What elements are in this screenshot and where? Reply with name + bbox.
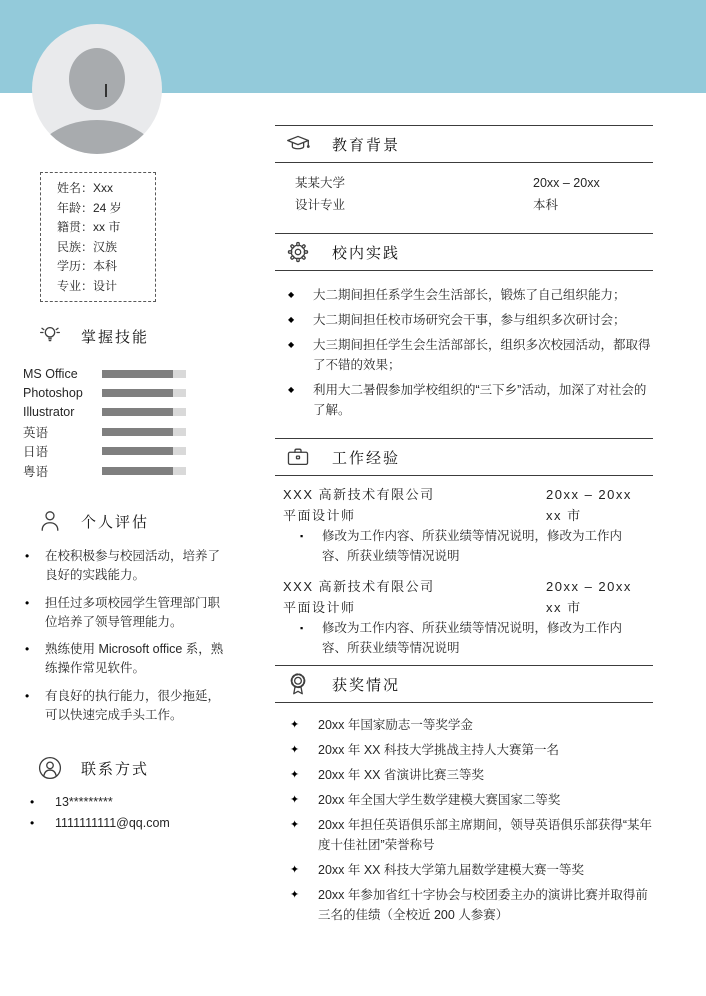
list-item: • 在校积极参与校园活动，培养了良好的实践能力。 — [0, 547, 240, 585]
skill-label: 粤语 — [23, 464, 49, 479]
skill-row — [0, 422, 240, 441]
bullet-dot-icon: • — [30, 816, 35, 830]
bullet-star-icon: ✦ — [290, 819, 300, 831]
work-detail: ▪ 修改为工作内容、所获业绩等情况说明，修改为工作内容、所获业绩等情况说明 — [300, 527, 653, 566]
text-cursor — [105, 84, 107, 97]
skill-bar — [102, 370, 186, 378]
work-entry — [283, 576, 653, 658]
skill-bar-fill — [102, 370, 173, 378]
info-degree: 学历：本科 — [57, 259, 118, 274]
degree-name: 本科 — [533, 198, 559, 212]
bullet-diamond-icon: ◆ — [288, 315, 295, 324]
skill-row — [0, 461, 240, 480]
school-name: 某某大学 — [295, 176, 346, 190]
work-header — [275, 438, 653, 476]
contact-section — [0, 755, 240, 837]
bullet-square-icon: ▪ — [300, 531, 304, 541]
info-name: 姓名：Xxx — [57, 181, 114, 195]
bullet-diamond-icon: ◆ — [288, 290, 295, 299]
bullet-star-icon: ✦ — [290, 794, 300, 806]
phone-item — [0, 795, 240, 810]
bullet-diamond-icon: ◆ — [288, 385, 295, 394]
work-entry-row — [283, 484, 653, 505]
contact-header — [0, 755, 240, 781]
bullet-star-icon: ✦ — [290, 864, 300, 876]
job-title: 平面设计师 — [283, 600, 356, 615]
list-item: ◆ 利用大二暑假参加学校组织的“三下乡”活动，加深了对社会的了解。 — [288, 380, 653, 420]
bullet-star-icon: ✦ — [290, 769, 300, 781]
list-item: • 熟练使用 Microsoft office 系，熟练操作常见软件。 — [0, 640, 240, 678]
skill-bar — [102, 408, 186, 416]
info-age: 年龄：24 岁 — [57, 200, 122, 215]
practice-header — [275, 233, 653, 271]
skill-bar — [102, 447, 186, 455]
skill-row — [0, 403, 240, 422]
job-title: 平面设计师 — [283, 508, 356, 523]
education-header — [275, 125, 653, 163]
info-ethnicity: 民族：汉族 — [57, 239, 118, 254]
work-entry-row — [283, 597, 653, 618]
email-item — [0, 816, 240, 831]
skills-header — [0, 323, 240, 349]
skill-bar-fill — [102, 428, 173, 436]
bullet-dot-icon: • — [25, 688, 30, 703]
award-rosette-icon — [285, 671, 311, 697]
education-row — [295, 194, 653, 216]
lightbulb-icon — [37, 323, 63, 349]
skills-title: 掌握技能 — [81, 328, 150, 346]
awards-title: 获奖情况 — [332, 676, 401, 694]
work-title: 工作经验 — [332, 449, 401, 467]
skill-bar-fill — [102, 447, 173, 455]
skill-label: 日语 — [23, 445, 49, 460]
bullet-star-icon: ✦ — [290, 719, 300, 731]
company-name: XXX 高新技术有限公司 — [283, 487, 435, 502]
list-item: ✦ 20xx 年 XX 科技大学挑战主持人大赛第一名 — [290, 740, 653, 760]
bullet-square-icon: ▪ — [300, 623, 304, 633]
info-hometown: 籍贯：xx 市 — [57, 220, 121, 235]
list-item: • 担任过多项校园学生管理部门职位培养了领导管理能力。 — [0, 594, 240, 632]
list-item: ✦ 20xx 年参加省红十字协会与校团委主办的演讲比赛并取得前三名的佳绩（全校近 200 人参赛） — [290, 885, 653, 925]
evaluation-list — [0, 547, 240, 725]
avatar-head — [69, 48, 125, 110]
list-item: ✦ 20xx 年 XX 省演讲比赛三等奖 — [290, 765, 653, 785]
work-entry-row — [283, 576, 653, 597]
avatar-torso — [32, 120, 162, 154]
list-item: ◆ 大二期间担任系学生会生活部长，锻炼了自己组织能力； — [288, 285, 653, 305]
bullet-star-icon: ✦ — [290, 889, 300, 901]
person-icon — [37, 508, 63, 534]
education-title: 教育背景 — [332, 136, 401, 154]
evaluation-title: 个人评估 — [81, 513, 150, 531]
work-entry-row — [283, 505, 653, 526]
skill-label: 英语 — [23, 425, 49, 440]
contact-title: 联系方式 — [81, 760, 150, 778]
email-address: 1111111111@qq.com — [55, 816, 170, 830]
awards-header — [275, 665, 653, 703]
practice-content — [275, 271, 653, 438]
graduation-cap-icon — [285, 131, 311, 157]
bullet-dot-icon: • — [25, 642, 30, 656]
skills-list — [0, 364, 240, 480]
skill-bar — [102, 428, 186, 436]
work-city: xx 市 — [546, 508, 582, 523]
skill-bar-fill — [102, 408, 173, 416]
company-name: XXX 高新技术有限公司 — [283, 579, 435, 594]
list-item: ✦ 20xx 年国家励志一等奖学金 — [290, 715, 653, 735]
skill-bar — [102, 389, 186, 397]
list-item: ◆ 大二期间担任校市场研究会干事，参与组织多次研讨会； — [288, 310, 653, 330]
main-column — [275, 125, 653, 930]
skill-bar-fill — [102, 389, 173, 397]
info-major: 专业：设计 — [57, 278, 118, 293]
list-item: ✦ 20xx 年 XX 科技大学第九届数学建模大赛一等奖 — [290, 860, 653, 880]
briefcase-icon — [285, 444, 311, 470]
work-city: xx 市 — [546, 600, 582, 615]
major-name: 设计专业 — [295, 198, 346, 212]
phone-number: 13********* — [55, 795, 113, 809]
bullet-star-icon: ✦ — [290, 744, 300, 756]
evaluation-section — [0, 508, 240, 733]
contact-list — [0, 795, 240, 831]
work-detail: ▪ 修改为工作内容、所获业绩等情况说明，修改为工作内容、所获业绩等情况说明 — [300, 619, 653, 658]
skill-bar — [102, 467, 186, 475]
bullet-dot-icon: • — [25, 549, 30, 563]
skill-row — [0, 442, 240, 461]
work-content — [275, 476, 653, 665]
list-item: • 有良好的执行能力，很少拖延，可以快速完成手头工作。 — [0, 687, 240, 725]
person-circle-icon — [37, 755, 63, 781]
bullet-diamond-icon: ◆ — [288, 340, 295, 349]
awards-content — [275, 703, 653, 925]
list-item: ◆ 大三期间担任学生会生活部部长，组织多次校园活动，都取得了不错的效果； — [288, 335, 653, 375]
list-item: ✦ 20xx 年担任英语俱乐部主席期间，领导英语俱乐部获得“某年度十佳社团”荣誉称号 — [290, 815, 653, 855]
gear-icon — [285, 239, 311, 265]
education-content — [275, 163, 653, 233]
evaluation-header — [0, 508, 240, 534]
education-row — [295, 172, 653, 194]
practice-title: 校内实践 — [332, 244, 401, 262]
bullet-dot-icon: • — [30, 795, 35, 809]
work-entry — [283, 484, 653, 566]
skill-bar-fill — [102, 467, 173, 475]
education-period: 20xx – 20xx — [533, 176, 600, 190]
skill-label: MS Office — [23, 366, 78, 381]
skill-row — [0, 364, 240, 383]
skill-label: Illustrator — [23, 405, 75, 420]
work-period: 20xx – 20xx — [546, 487, 632, 502]
bullet-dot-icon: • — [25, 595, 30, 610]
skill-label: Photoshop — [23, 386, 83, 401]
list-item: ✦ 20xx 年全国大学生数学建模大赛国家二等奖 — [290, 790, 653, 810]
profile-info-box — [40, 172, 156, 302]
skill-row — [0, 383, 240, 402]
avatar — [32, 24, 162, 154]
skills-section — [0, 323, 240, 480]
work-period: 20xx – 20xx — [546, 579, 632, 594]
